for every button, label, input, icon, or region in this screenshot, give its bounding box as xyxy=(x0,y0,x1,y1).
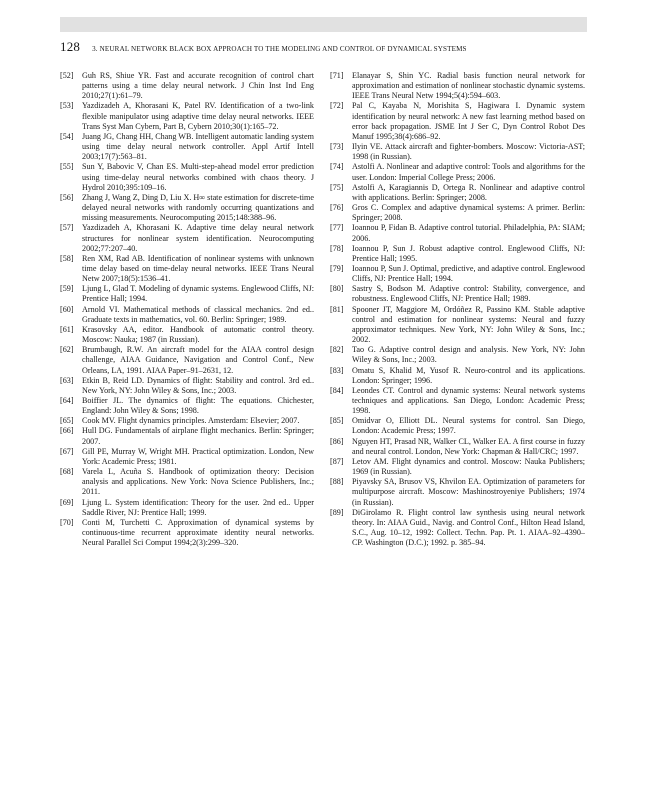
references-right-column xyxy=(330,71,585,548)
reference-text: Ljung L, Glad T. Modeling of dynamic systems. Englewood Cliffs, NJ: Prentice Hall; 1994. xyxy=(82,284,314,304)
reference-item xyxy=(60,447,314,467)
reference-item xyxy=(60,71,314,101)
reference-text: Gros C. Complex and adaptive dynamical systems: A primer. Berlin: Springer; 2008. xyxy=(352,203,585,223)
reference-number: [72] xyxy=(330,101,344,111)
reference-item xyxy=(60,305,314,325)
reference-text: Sastry S, Bodson M. Adaptive control: Stability, convergence, and robustness. Englewood Cliffs, NJ: Prentice Hall; 1989. xyxy=(352,284,585,304)
reference-number: [56] xyxy=(60,192,74,202)
reference-item xyxy=(330,162,585,182)
reference-item xyxy=(330,457,585,477)
reference-number: [62] xyxy=(60,345,74,355)
reference-number: [61] xyxy=(60,324,74,334)
reference-item xyxy=(60,498,314,518)
reference-item xyxy=(330,203,585,223)
reference-number: [71] xyxy=(330,71,344,80)
reference-item xyxy=(330,345,585,365)
page-number: 128 xyxy=(60,39,81,54)
reference-text: Brumbaugh, R.W. An aircraft model for the AIAA control design challenge, AIAA Guidance, Navigation and Control Conf., New Orleans, LA, 1991. AIAA Paper–91–2631, 12. xyxy=(82,345,314,375)
reference-item xyxy=(60,426,314,446)
reference-number: [73] xyxy=(330,142,344,152)
reference-number: [87] xyxy=(330,456,344,466)
reference-number: [80] xyxy=(330,284,344,294)
reference-text: Ioannou P, Sun J. Optimal, predictive, and adaptive control. Englewood Cliffs, NJ: Prentice Hall; 1994. xyxy=(352,263,585,284)
reference-item xyxy=(330,264,585,284)
reference-item xyxy=(60,193,314,223)
reference-item xyxy=(60,467,314,497)
reference-text: DiGirolamo R. Flight control law synthesis using neural network theory. In: AIAA Guid., Navig. and Control Conf., Hilton Head Island, S.C., Aug. 10–12, 1992: Collect. Techn. Pap. Pt. 1. AIAA–92–4390–CP. Washington (D.C.); 1992. p. 385–94. xyxy=(352,507,585,548)
reference-text: Piyavsky SA, Brusov VS, Khvilon EA. Optimization of parameters for multipurpose aircraft. Moscow: Mashinostroyeniye Publishers; 1974 (in Russian). xyxy=(352,477,585,507)
reference-number: [76] xyxy=(330,203,344,213)
reference-number: [85] xyxy=(330,416,344,426)
reference-text: Sun Y, Babovic V, Chan ES. Multi-step-ahead model error prediction using time-delay neural networks combined with chaos theory. J Hydrol 2010;395:109–16. xyxy=(82,162,314,192)
reference-item xyxy=(60,325,314,345)
reference-number: [52] xyxy=(60,71,74,80)
reference-text: Astolfi A. Nonlinear and adaptive control: Tools and algorithms for the user. London: Imperial College Press; 2006. xyxy=(352,162,585,182)
reference-number: [55] xyxy=(60,162,74,172)
reference-item xyxy=(330,305,585,346)
reference-number: [53] xyxy=(60,101,74,111)
reference-number: [68] xyxy=(60,467,74,477)
reference-number: [66] xyxy=(60,426,74,436)
reference-text: Guh RS, Shiue YR. Fast and accurate recognition of control chart patterns using a time delay neural network. J Chin Inst Ind Eng 2010;27(1):61–79. xyxy=(82,71,314,101)
reference-text: Ioannou P, Sun J. Robust adaptive control. Englewood Cliffs, NJ: Prentice Hall; 1995. xyxy=(352,243,585,263)
reference-text: Conti M, Turchetti C. Approximation of dynamical systems by continuous-time recurrent approximate identity neural networks. Neural Parallel Sci Comput 1994;2(3):299–320. xyxy=(82,517,314,548)
reference-number: [79] xyxy=(330,263,344,273)
reference-text: Tao G. Adaptive control design and analysis. New York, NY: John Wiley & Sons, Inc.; 2003. xyxy=(352,345,585,365)
reference-text: Spooner JT, Maggiore M, Ordóñez R, Passino KM. Stable adaptive control and estimation for nonlinear systems: Neural and fuzzy approximator techniques. New York, NY: John Wiley & Sons, Inc.; 2002. xyxy=(352,304,585,345)
reference-item xyxy=(330,437,585,457)
reference-item xyxy=(330,142,585,162)
reference-number: [89] xyxy=(330,507,344,517)
reference-item xyxy=(330,284,585,304)
reference-text: Ljung L. System identification: Theory for the user. 2nd ed.. Upper Saddle River, NJ: Prentice Hall; 1999. xyxy=(82,497,314,517)
reference-number: [59] xyxy=(60,284,74,294)
reference-item xyxy=(330,366,585,386)
reference-item xyxy=(60,396,314,416)
reference-number: [60] xyxy=(60,304,74,314)
reference-text: Juang JG, Chang HH, Chang WB. Intelligent automatic landing system using time delay neural network controller. Appl Artif Intell 2003;17(7):563–81. xyxy=(82,131,314,162)
reference-number: [70] xyxy=(60,517,74,527)
reference-text: Cook MV. Flight dynamics principles. Amsterdam: Elsevier; 2007. xyxy=(82,416,300,426)
reference-item xyxy=(330,244,585,264)
reference-number: [69] xyxy=(60,497,74,507)
running-title: 3. NEURAL NETWORK BLACK BOX APPROACH TO THE MODELING AND CONTROL OF DYNAMICAL SYSTEMS xyxy=(92,45,467,53)
reference-text: Hull DG. Fundamentals of airplane flight mechanics. Berlin: Springer; 2007. xyxy=(82,426,314,446)
reference-text: Yazdizadeh A, Khorasani K, Patel RV. Identification of a two-link flexible manipulator using adaptive time delay neural networks. IEEE Trans Syst Man Cybern, Part B, Cybern 2010;30(1):165–72. xyxy=(82,101,314,131)
reference-item xyxy=(330,223,585,243)
reference-text: Ren XM, Rad AB. Identification of nonlinear systems with unknown time delay based on time-delay neural networks. IEEE Trans Neural Netw 2007;18(5):1536–41. xyxy=(82,253,314,284)
reference-item xyxy=(330,386,585,416)
reference-item xyxy=(60,101,314,131)
reference-number: [83] xyxy=(330,365,344,375)
reference-item xyxy=(60,254,314,284)
reference-text: Omatu S, Khalid M, Yusof R. Neuro-control and its applications. London: Springer; 1996. xyxy=(352,365,585,385)
reference-text: Gill PE, Murray W, Wright MH. Practical optimization. London, New York: Academic Press; 1981. xyxy=(82,446,314,466)
reference-item xyxy=(60,284,314,304)
reference-item xyxy=(330,416,585,436)
reference-text: Zhang J, Wang Z, Ding D, Liu X. H∞ state estimation for discrete-time delayed neural networks with randomly occurring quantizations and missing measurements. Neurocomputing 2015;148:388–96. xyxy=(82,192,314,223)
reference-number: [78] xyxy=(330,243,344,253)
reference-text: Pal C, Kayaba N, Morishita S, Hagiwara I. Dynamic system identification by neural network: A new fast learning method based on error back propagation. JSME Int J Ser C, Dyn Control Robot Des Manuf 1995;38(4):686–92. xyxy=(352,101,585,141)
reference-number: [88] xyxy=(330,477,344,487)
reference-number: [81] xyxy=(330,304,344,314)
reference-item xyxy=(60,376,314,396)
reference-number: [54] xyxy=(60,131,74,141)
reference-item xyxy=(60,416,314,426)
reference-item xyxy=(330,101,585,142)
header-bar xyxy=(60,17,587,32)
reference-text: Varela L, Acuña S. Handbook of optimization theory: Decision analysis and applications. New York: Nova Science Publishers, Inc.; 2011. xyxy=(82,467,314,497)
reference-item xyxy=(330,477,585,507)
reference-number: [77] xyxy=(330,223,344,233)
reference-text: Letov AM. Flight dynamics and control. Moscow: Nauka Publishers; 1969 (in Russian). xyxy=(352,456,585,477)
reference-number: [86] xyxy=(330,436,344,446)
reference-text: Arnold VI. Mathematical methods of classical mechanics. 2nd ed.. Graduate texts in mathematics, vol. 60. Berlin: Springer; 1989. xyxy=(82,304,314,324)
reference-number: [67] xyxy=(60,446,74,456)
reference-text: Boiffier JL. The dynamics of flight: The equations. Chichester, England: John Wiley & Sons; 1998. xyxy=(82,396,314,416)
reference-number: [57] xyxy=(60,223,74,233)
reference-number: [58] xyxy=(60,253,74,263)
reference-number: [65] xyxy=(60,416,74,426)
reference-text: Leondes CT. Control and dynamic systems: Neural network systems techniques and applications. San Diego, London: Academic Press; 1998. xyxy=(352,385,585,416)
reference-number: [63] xyxy=(60,375,74,385)
reference-text: Elanayar S, Shin YC. Radial basis function neural network for approximation and estimation of nonlinear stochastic dynamic systems. IEEE Trans Neural Netw 1994;5(4):594–603. xyxy=(352,71,585,101)
reference-item xyxy=(60,223,314,253)
reference-text: Ioannou P, Fidan B. Adaptive control tutorial. Philadelphia, PA: SIAM; 2006. xyxy=(352,223,585,243)
reference-item xyxy=(60,345,314,375)
reference-number: [75] xyxy=(330,182,344,192)
reference-text: Omidvar O, Elliott DL. Neural systems for control. San Diego, London: Academic Press; 1997. xyxy=(352,416,585,436)
reference-text: Etkin B, Reid LD. Dynamics of flight: Stability and control. 3rd ed.. New York, NY: John Wiley & Sons, Inc.; 2003. xyxy=(82,375,314,395)
reference-item xyxy=(60,132,314,162)
reference-item xyxy=(330,183,585,203)
page-header xyxy=(60,39,587,55)
references-left-column xyxy=(60,71,314,548)
reference-text: Yazdizadeh A, Khorasani K. Adaptive time delay neural network structures for nonlinear system identification. Neurocomputing 2002;77:207–40. xyxy=(82,223,314,253)
reference-text: Krasovsky AA, editor. Handbook of automatic control theory. Moscow: Nauka; 1987 (in Russian). xyxy=(82,324,314,345)
reference-number: [74] xyxy=(330,162,344,172)
reference-item xyxy=(330,71,585,101)
reference-item xyxy=(60,518,314,548)
reference-number: [64] xyxy=(60,396,74,405)
reference-number: [84] xyxy=(330,385,344,395)
reference-text: Astolfi A, Karagiannis D, Ortega R. Nonlinear and adaptive control with applications. Berlin: Springer; 2008. xyxy=(352,182,585,202)
reference-text: Ilyin VE. Attack aircraft and fighter-bombers. Moscow: Victoria-AST; 1998 (in Russian). xyxy=(352,142,585,162)
reference-text: Nguyen HT, Prasad NR, Walker CL, Walker EA. A first course in fuzzy and neural control. London, New York: Chapman & Hall/CRC; 1997. xyxy=(352,436,585,456)
reference-item xyxy=(330,508,585,549)
reference-item xyxy=(60,162,314,192)
reference-number: [82] xyxy=(330,345,344,355)
